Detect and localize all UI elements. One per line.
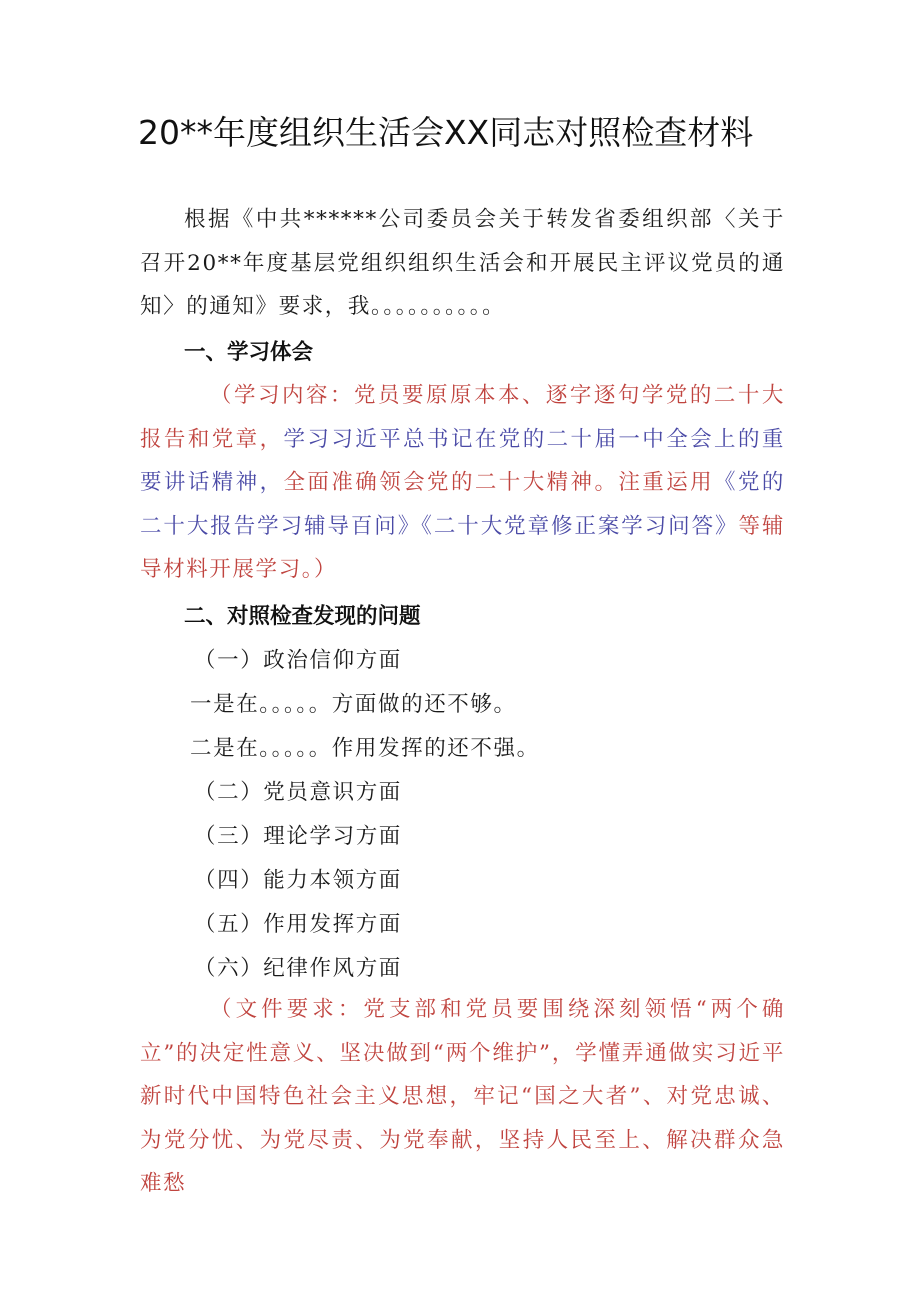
problem-point-two: 二是在。。。。。作用发挥的还不强。: [190, 736, 540, 761]
subsection-political-belief: （一）政治信仰方面: [194, 648, 402, 673]
study-note-part4: 《党的二十大报告学习辅导百问》《二十大党章修正案学习问答》: [140, 470, 785, 539]
study-note-part5: 等辅导材料开展学习。）: [140, 513, 786, 582]
section-heading-study: 一、学习体会: [184, 340, 314, 365]
study-content-note: [140, 374, 785, 592]
document-title: 20**年度组织生活会XX同志对照检查材料: [138, 113, 754, 152]
section-heading-problems: 二、对照检查发现的问题: [184, 604, 421, 629]
subsection-ability: （四）能力本领方面: [194, 868, 402, 893]
problem-point-one: 一是在。。。。。方面做的还不够。: [190, 692, 517, 717]
subsection-discipline: （六）纪律作风方面: [194, 956, 402, 981]
subsection-theory-study: （三）理论学习方面: [194, 824, 402, 849]
study-note-part3: 全面准确领会党的二十大精神。注重运用: [283, 470, 715, 495]
subsection-party-awareness: （二）党员意识方面: [194, 780, 402, 805]
study-note-part2: 学习习近平总书记在党的二十届一中全会上的重要讲话精神，: [140, 426, 785, 495]
study-note-part1: （学习内容：党员要原原本本、逐字逐句学党的二十大报告和党章，: [140, 383, 785, 452]
document-requirement-note: （文件要求：党支部和党员要围绕深刻领悟“两个确立”的决定性意义、坚决做到“两个维护”，学懂弄通做实习近平新时代中国特色社会主义思想，牢记“国之大者”、对党忠诚、为党分忧、为党尽责、为党奉献，坚持人民至上、解决群众急难愁: [140, 997, 785, 1196]
intro-paragraph: 根据《中共******公司委员会关于转发省委组织部〈关于召开20**年度基层党组织组织生活会和开展民主评议党员的通知〉的通知》要求，我。。。。。。。。。。: [140, 207, 785, 319]
subsection-role: （五）作用发挥方面: [194, 912, 402, 937]
